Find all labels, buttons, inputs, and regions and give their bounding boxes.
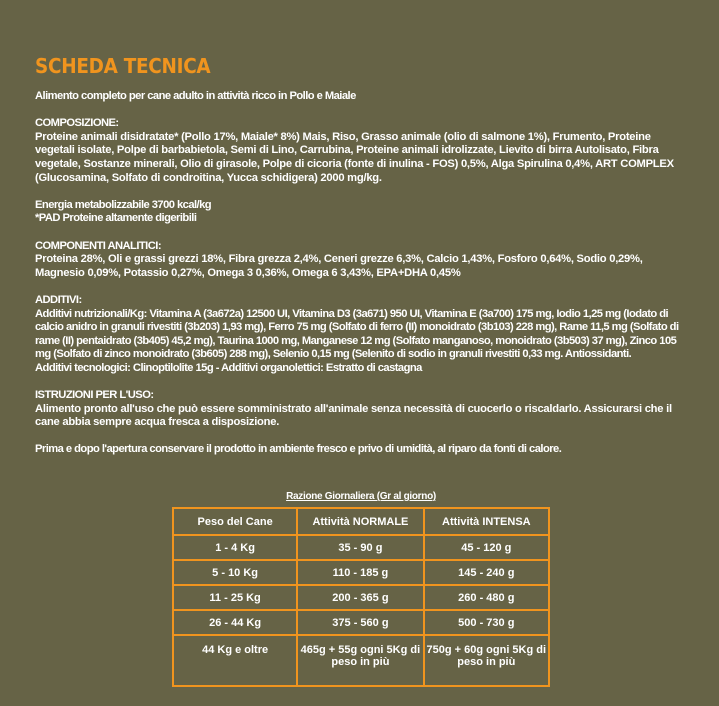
cell-weight: 1 - 4 Kg [173, 535, 297, 560]
analytical-components-heading: COMPONENTI ANALITICI: [35, 239, 162, 252]
analytical-components-text: Proteina 28%, Oli e grassi grezzi 18%, Fibra grezza 2,4%, Ceneri grezze 6,3%, Calcio 1,43%, Fosforo 0,64%, Sodio 0,29%, Magnesio 0,09%, Potassio 0,27%, Omega 3 0,36%, Omega 6 3,43%, EPA+DHA 0,45% [35, 253, 643, 279]
cell-intense: 260 - 480 g [424, 585, 549, 610]
composition-text: Proteine animali disidratate* (Pollo 17%, Maiale* 8%) Mais, Riso, Grasso animale (olio di salmone 1%), Frumento, Proteine vegetali isolate, Polpe di barbabietola, Semi di Lino, Carrubina, Proteine animali idrolizzate, Lievito di birra Autolisato, Fibra vegetale, Sostanze minerali, Olio di girasole, Polpe di cicoria (fonte di inulina - FOS) 0,5%, Alga Spirulina 0,4%, ART COMPLEX (Glucosamina, Solfato di condroitina, Yucca schidigera) 2000 mg/kg. [35, 130, 674, 184]
cell-weight: 26 - 44 Kg [173, 610, 297, 635]
daily-ration-table [172, 507, 550, 687]
ration-table-caption: Razione Giornaliera (Gr al giorno) [286, 491, 436, 502]
cell-weight: 11 - 25 Kg [173, 585, 297, 610]
table-row [173, 535, 549, 560]
table-row [173, 635, 549, 686]
pad-note: *PAD Proteine altamente digeribili [35, 212, 197, 225]
technical-sheet-body [35, 90, 690, 457]
cell-normal: 465g + 55g ogni 5Kg di peso in più [297, 635, 423, 686]
header-intense-activity: Attività INTENSA [424, 508, 549, 535]
nutritional-additives-text: Additivi nutrizionali/Kg: Vitamina A (3a672a) 12500 UI, Vitamina D3 (3a671) 950 UI, Vitamina E (3a700) 175 mg, Iodio 1,25 mg (Iodato di calcio anidro in granuli rivestiti (3b203) 1,93 mg), Ferro 75 mg (Solfato di ferro (II) monoidrato (3b103) 228 mg), Rame 11,5 mg (Solfato di rame (II) pentaidrato (3b405) 45,2 mg), Taurina 1000 mg, Manganese 12 mg (Solfato manganoso, monoidrato (3b503) 37 mg), Zinco 105 mg (Solfato di zinco monoidrato (3b605) 288 mg), Selenio 0,15 mg (Selenito di sodio in granuli rivestiti 0,33 mg. Antiossidanti. [35, 307, 679, 361]
energy-text: Energia metabolizzabile 3700 kcal/kg [35, 198, 212, 211]
cell-weight: 44 Kg e oltre [173, 635, 297, 686]
table-header-row [173, 508, 549, 535]
additives-heading: ADDITIVI: [35, 293, 82, 306]
page-title: SCHEDA TECNICA [35, 54, 211, 78]
cell-intense: 45 - 120 g [424, 535, 549, 560]
product-subtitle: Alimento completo per cane adulto in attività ricco in Pollo e Maiale [35, 90, 356, 102]
table-row [173, 585, 549, 610]
storage-text: Prima e dopo l'apertura conservare il prodotto in ambiente fresco e privo di umidità, al riparo da fonti di calore. [35, 443, 562, 456]
instructions-text: Alimento pronto all'uso che può essere somministrato all'animale senza necessità di cuocerlo o riscaldarlo. Assicurarsi che il cane abbia sempre acqua fresca a disposizione. [35, 402, 672, 429]
header-dog-weight: Peso del Cane [173, 508, 297, 535]
cell-normal: 110 - 185 g [297, 560, 423, 585]
cell-intense: 500 - 730 g [424, 610, 549, 635]
technological-additives-text: Additivi tecnologici: Clinoptilolite 15g - Additivi organolettici: Estratto di castagna [35, 361, 422, 374]
instructions-heading: ISTRUZIONI PER L'USO: [35, 389, 154, 402]
cell-normal: 375 - 560 g [297, 610, 423, 635]
cell-intense: 145 - 240 g [424, 560, 549, 585]
cell-normal: 35 - 90 g [297, 535, 423, 560]
cell-weight: 5 - 10 Kg [173, 560, 297, 585]
cell-intense: 750g + 60g ogni 5Kg di peso in più [424, 635, 549, 686]
header-normal-activity: Attività NORMALE [297, 508, 423, 535]
composition-heading: COMPOSIZIONE: [35, 117, 119, 130]
table-row [173, 560, 549, 585]
table-row [173, 610, 549, 635]
cell-normal: 200 - 365 g [297, 585, 423, 610]
